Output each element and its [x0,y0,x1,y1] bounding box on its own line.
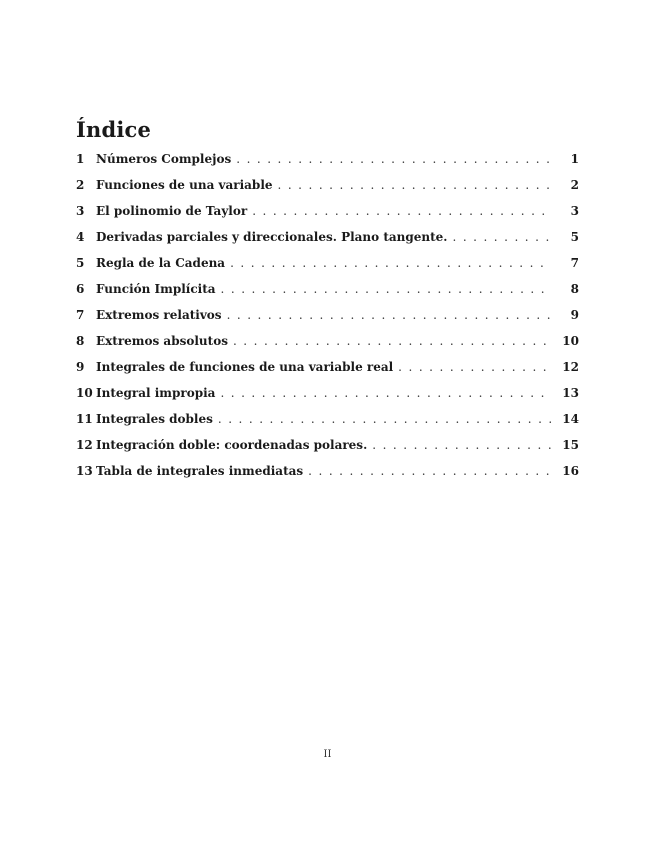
toc-entry-number: 12 [76,438,93,452]
toc-entry-page[interactable]: 8 [570,282,579,296]
toc-entry-title[interactable]: Extremos absolutos [96,334,228,348]
toc-entry[interactable] [76,152,579,178]
toc-leader-dots [372,438,551,452]
toc-entry[interactable] [76,282,579,308]
toc-entry[interactable] [76,464,579,490]
toc-entry-number: 6 [76,282,85,296]
toc-entry-page[interactable]: 10 [562,334,579,348]
toc-entry[interactable] [76,334,579,360]
toc-leader-dots [308,464,551,478]
toc-entry[interactable] [76,360,579,386]
toc-entry-title[interactable]: Funciones de una variable [96,178,273,192]
toc-entry-title[interactable]: El polinomio de Taylor [96,204,248,218]
toc-entry-number: 11 [76,412,93,426]
toc-entry-title[interactable]: Integración doble: coordenadas polares. [96,438,368,452]
toc-entry[interactable] [76,386,579,412]
toc-entry-number: 3 [76,204,85,218]
toc-entry-number: 4 [76,230,85,244]
toc-entry-title[interactable]: Integral impropia [96,386,216,400]
toc-entry-number: 13 [76,464,93,478]
toc-entry-number: 9 [76,360,85,374]
toc-entry[interactable] [76,438,579,464]
toc-entry-page[interactable]: 2 [570,178,579,192]
toc-entry-number: 7 [76,308,85,322]
toc-entry-title[interactable]: Extremos relativos [96,308,222,322]
toc-entry-title[interactable]: Regla de la Cadena [96,256,226,270]
toc-leader-dots [278,178,551,192]
toc-leader-dots [220,386,551,400]
toc-entry-page[interactable]: 9 [570,308,579,322]
toc-entry-page[interactable]: 1 [570,152,579,166]
toc-entry-page[interactable]: 14 [562,412,579,426]
toc-list [76,152,579,490]
toc-entry-number: 2 [76,178,85,192]
toc-entry-title[interactable]: Derivadas parciales y direccionales. Plano tangente. [96,230,448,244]
toc-entry-number: 8 [76,334,85,348]
toc-entry-page[interactable]: 7 [570,256,579,270]
toc-entry[interactable] [76,178,579,204]
toc-entry[interactable] [76,308,579,334]
toc-entry-number: 5 [76,256,85,270]
toc-entry-title[interactable]: Tabla de integrales inmediatas [96,464,304,478]
toc-entry-title[interactable]: Integrales de funciones de una variable real [96,360,394,374]
toc-leader-dots [398,360,551,374]
toc-leader-dots [230,256,551,270]
page-number: II [323,749,332,760]
toc-entry-page[interactable]: 13 [562,386,579,400]
toc-entry[interactable] [76,412,579,438]
toc-leader-dots [252,204,551,218]
toc-entry-number: 10 [76,386,93,400]
toc-entry-page[interactable]: 3 [570,204,579,218]
toc-leader-dots [233,334,551,348]
toc-leader-dots [452,230,551,244]
toc-title: Índice [76,117,152,142]
toc-entry-page[interactable]: 5 [570,230,579,244]
toc-entry-page[interactable]: 16 [562,464,579,478]
toc-leader-dots [218,412,551,426]
toc-leader-dots [221,282,551,296]
toc-leader-dots [236,152,551,166]
toc-entry-page[interactable]: 15 [562,438,579,452]
toc-entry-number: 1 [76,152,85,166]
toc-leader-dots [227,308,551,322]
toc-entry[interactable] [76,204,579,230]
toc-entry-title[interactable]: Números Complejos [96,152,232,166]
toc-entry-title[interactable]: Función Implícita [96,282,216,296]
toc-entry[interactable] [76,256,579,282]
toc-entry[interactable] [76,230,579,256]
toc-entry-page[interactable]: 12 [562,360,579,374]
toc-entry-title[interactable]: Integrales dobles [96,412,213,426]
